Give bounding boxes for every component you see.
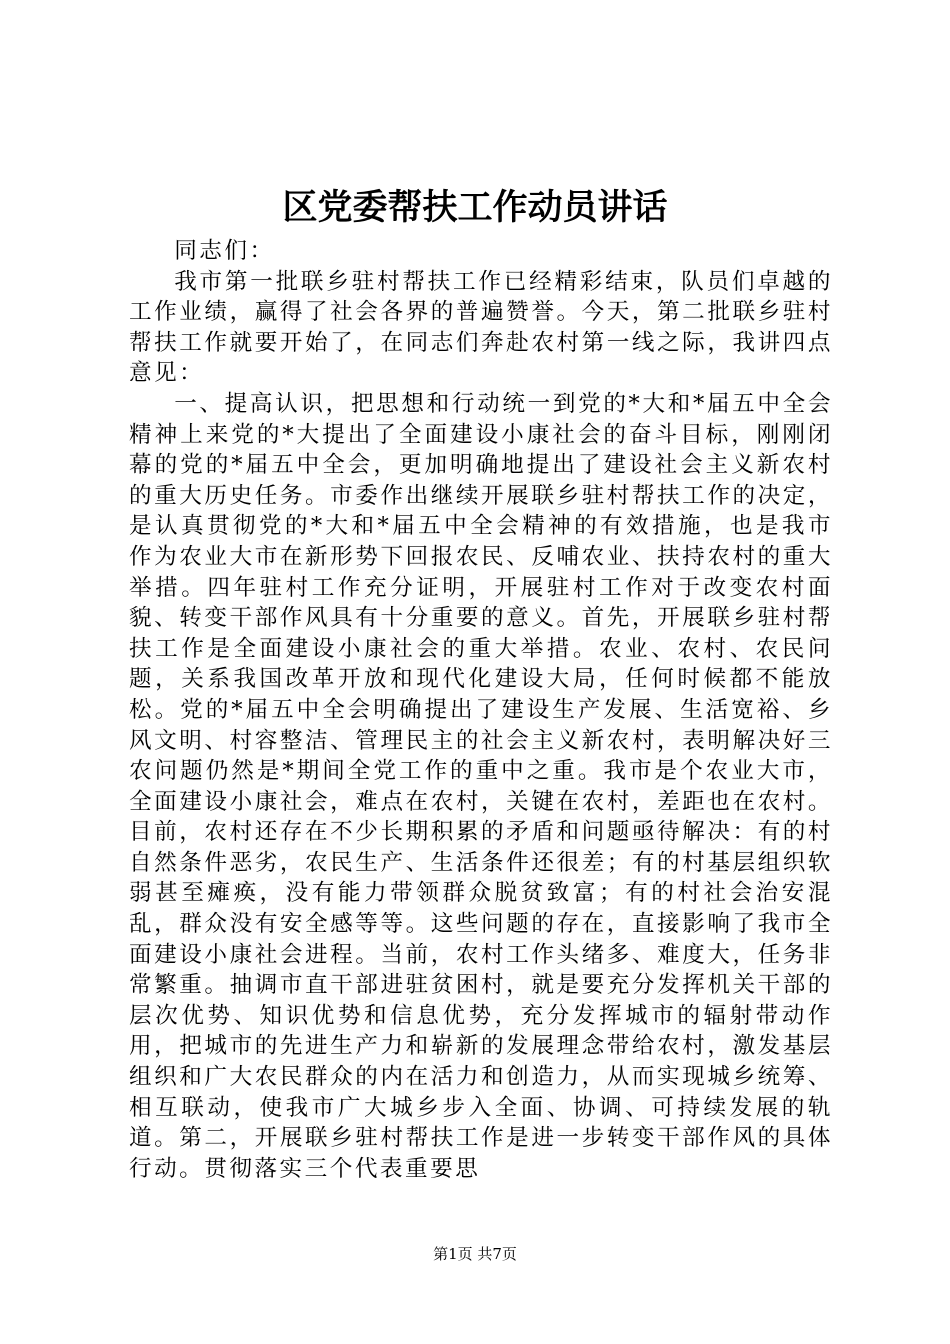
document-title: 区党委帮扶工作动员讲话: [282, 187, 668, 228]
intro-paragraph: 我市第一批联乡驻村帮扶工作已经精彩结束，队员们卓越的工作业绩，赢得了社会各界的普遍赞誉。今天，第二批联乡驻村帮扶工作就要开始了，在同志们奔赴农村第一线之际，我讲四点意见：: [129, 268, 833, 387]
page-number-footer: 第1页 共7页: [433, 1245, 517, 1263]
salutation-paragraph: 同志们：: [174, 238, 275, 264]
document-body: [129, 236, 833, 1184]
section-one-paragraph: 一、提高认识，把思想和行动统一到党的*大和*届五中全会精神上来党的*大提出了全面建设小康社会的奋斗目标，刚刚闭幕的党的*届五中全会，更加明确地提出了建设社会主义新农村的重大历史任务。市委作出继续开展联乡驻村帮扶工作的决定，是认真贯彻党的*大和*届五中全会精神的有效措施，也是我市作为农业大市在新形势下回报农民、反哺农业、扶持农村的重大举措。四年驻村工作充分证明，开展驻村工作对于改变农村面貌、转变干部作风具有十分重要的意义。首先，开展联乡驻村帮扶工作是全面建设小康社会的重大举措。农业、农村、农民问题，关系我国改革开放和现代化建设大局，任何时候都不能放松。党的*届五中全会明确提出了建设生产发展、生活宽裕、乡风文明、村容整洁、管理民主的社会主义新农村，表明解决好三农问题仍然是*期间全党工作的重中之重。我市是个农业大市，全面建设小康社会，难点在农村，关键在农村，差距也在农村。目前，农村还存在不少长期积累的矛盾和问题亟待解决：有的村自然条件恶劣，农民生产、生活条件还很差；有的村基层组织软弱甚至瘫痪，没有能力带领群众脱贫致富；有的村社会治安混乱，群众没有安全感等等。这些问题的存在，直接影响了我市全面建设小康社会进程。当前，农村工作头绪多、难度大，任务非常繁重。抽调市直干部进驻贫困村，就是要充分发挥机关干部的层次优势、知识优势和信息优势，充分发挥城市的辐射带动作用，把城市的先进生产力和崭新的发展理念带给农村，激发基层组织和广大农民群众的内在活力和创造力，从而实现城乡统筹、相互联动，使我市广大城乡步入全面、协调、可持续发展的轨道。第二，开展联乡驻村帮扶工作是进一步转变干部作风的具体行动。贯彻落实三个代表重要思: [129, 390, 833, 1182]
